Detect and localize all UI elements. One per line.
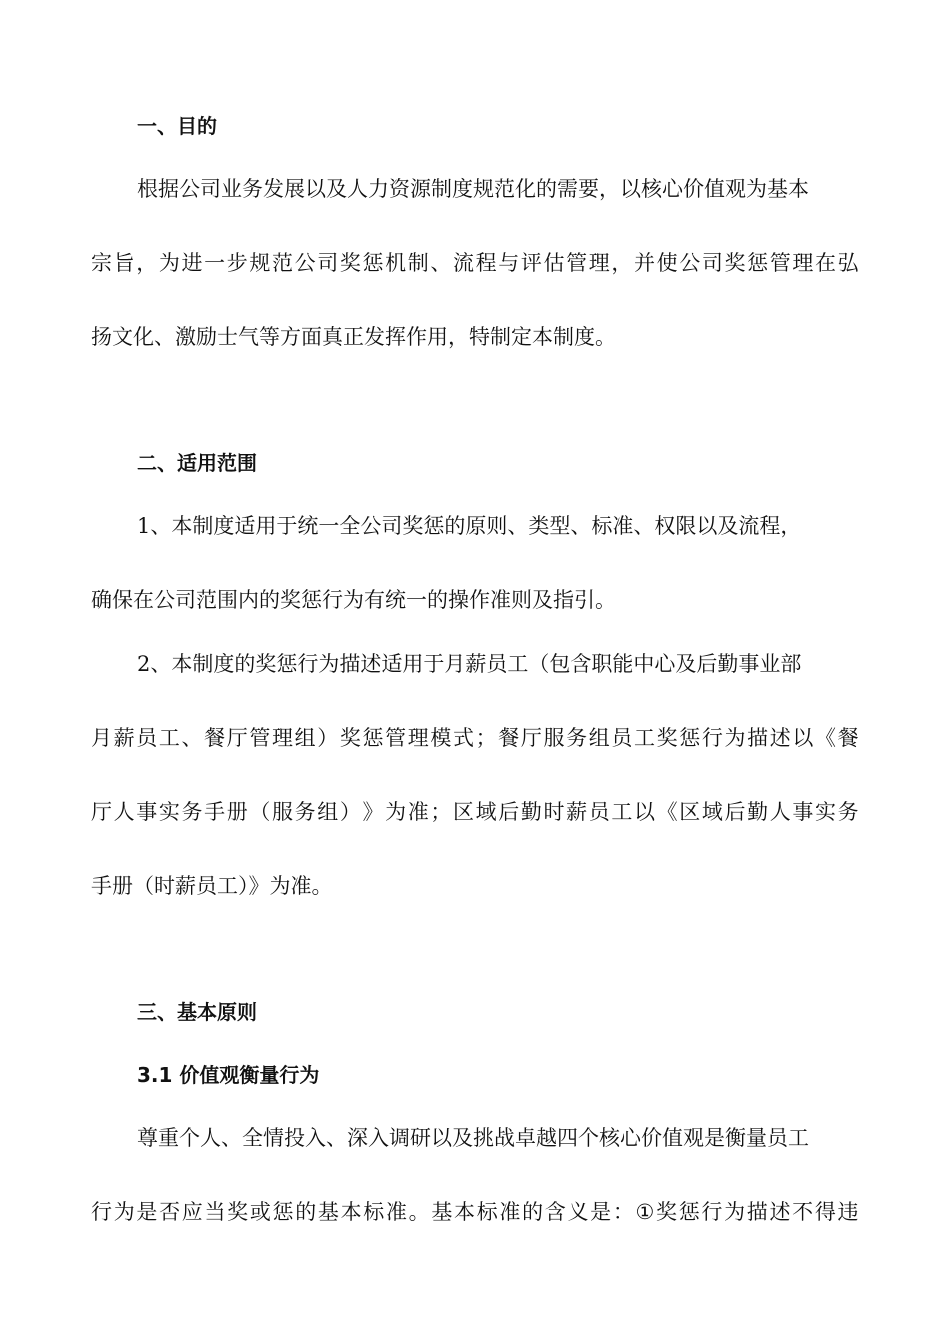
section-heading-purpose: 一、目的 <box>137 114 217 138</box>
paragraph-line: 手册（时薪员工）》为准。 <box>91 874 333 898</box>
paragraph-line: 2、本制度的奖惩行为描述适用于月薪员工（包含职能中心及后勤事业部 <box>137 652 802 676</box>
paragraph-line: 扬文化、激励士气等方面真正发挥作用，特制定本制度。 <box>91 325 616 349</box>
paragraph-line: 月 薪 员 工 、 餐 厅 管 理 组 ） 奖 惩 管 理 模 式 ； 餐 厅 服 务 组 员 工 奖 惩 行 为 描 述 以 《 餐 <box>91 726 859 750</box>
subsection-heading: 3.1 价值观衡量行为 <box>137 1063 320 1087</box>
paragraph-line: 行 为 是 否 应 当 奖 或 惩 的 基 本 标 准 。 基 本 标 准 的 含 义 是 ： ① 奖 惩 行 为 描 述 不 得 违 <box>91 1200 859 1224</box>
section-heading-scope: 二、适用范围 <box>137 451 257 475</box>
paragraph-line: 确保在公司范围内的奖惩行为有统一的操作准则及指引。 <box>91 588 616 612</box>
paragraph-line: 宗 旨 ， 为 进 一 步 规 范 公 司 奖 惩 机 制 、 流 程 与 评 估 管 理 ， 并 使 公 司 奖 惩 管 理 在 弘 <box>91 251 859 275</box>
paragraph-line: 厅 人 事 实 务 手 册 （ 服 务 组 ） 》 为 准 ； 区 域 后 勤 时 薪 员 工 以 《 区 域 后 勤 人 事 实 务 <box>91 800 859 824</box>
paragraph-line: 尊重个人、全情投入、深入调研以及挑战卓越四个核心价值观是衡量员工 <box>137 1126 809 1150</box>
paragraph-line: 1、本制度适用于统一全公司奖惩的原则、类型、标准、权限以及流程， <box>137 514 802 538</box>
section-heading-principles: 三、基本原则 <box>137 1000 257 1024</box>
paragraph-line: 根据公司业务发展以及人力资源制度规范化的需要，以核心价值观为基本 <box>137 177 809 201</box>
